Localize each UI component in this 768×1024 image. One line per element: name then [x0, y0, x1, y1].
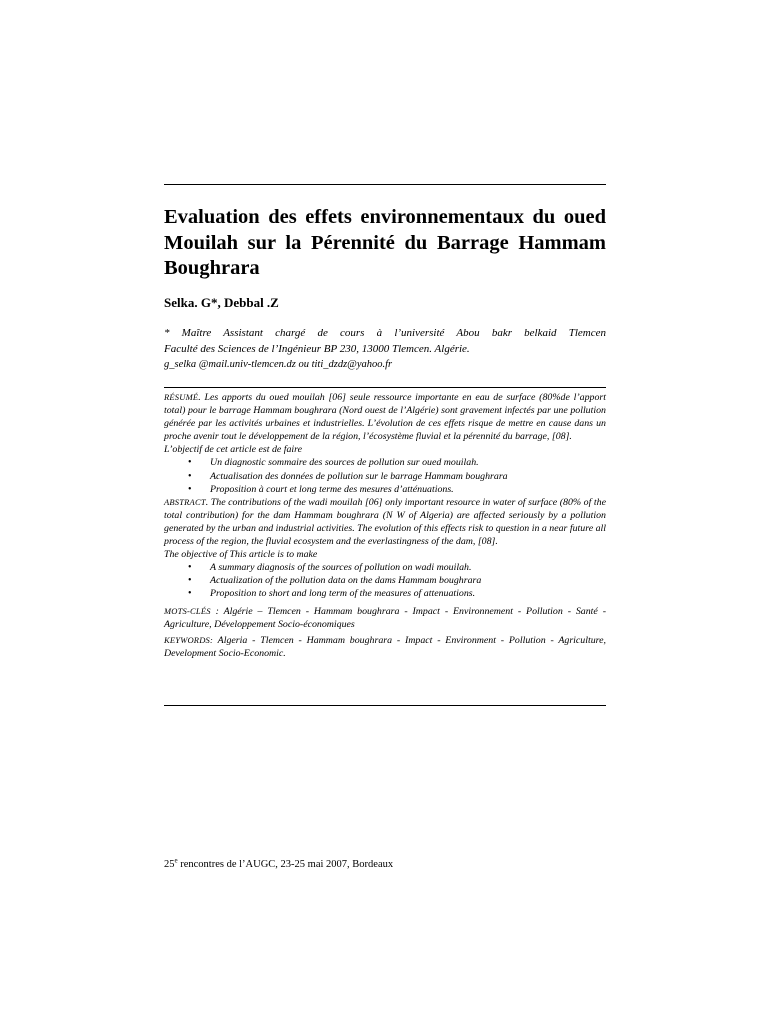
- abstract-bullet: • Proposition to short and long term of the measures of attenuations.: [164, 587, 606, 600]
- abstract-top-rule: [164, 387, 606, 388]
- keywords-label: KEYWORDS:: [164, 634, 214, 645]
- abstract-objective: The objective of This article is to make: [164, 549, 318, 561]
- mots-cles-paragraph: [164, 605, 606, 631]
- mots-cles-text: : Algérie – Tlemcen - Hammam boughrara - Impact - Environnement - Pollution - Santé - Agriculture, Développement Socio-économiques: [164, 605, 606, 630]
- footer-number: 25: [164, 859, 175, 870]
- mots-cles-label: MOTS-CLÉS: [164, 605, 211, 616]
- abstract-block: [164, 391, 606, 660]
- abstract-bullet-list: [164, 561, 606, 600]
- resume-bullet: • Proposition à court et long terme des mesures d’atténuations.: [164, 483, 606, 496]
- abstract-bullet: • A summary diagnosis of the sources of pollution on wadi mouilah.: [164, 561, 606, 574]
- top-rule: [164, 184, 606, 185]
- resume-bullet: • Un diagnostic sommaire des sources de pollution sur oued mouilah.: [164, 456, 606, 469]
- affiliation-line-1: * Maître Assistant chargé de cours à l’université Abou bakr belkaid Tlemcen: [164, 327, 606, 339]
- footer-text: rencontres de l’AUGC, 23-25 mai 2007, Bordeaux: [177, 859, 394, 870]
- authors: Selka. G*, Debbal .Z: [164, 295, 279, 310]
- resume-bullet: • Actualisation des données de pollution sur le barrage Hammam boughrara: [164, 470, 606, 483]
- page-footer: [164, 856, 394, 870]
- footer-superscript: e: [174, 856, 178, 865]
- keywords-paragraph: [164, 634, 606, 660]
- resume-paragraph: [164, 391, 606, 443]
- affiliation: [164, 325, 606, 357]
- abstract-paragraph: [164, 496, 606, 548]
- abstract-bullet: • Actualization of the pollution data on the dams Hammam boughrara: [164, 574, 606, 587]
- paper-title: Evaluation des effets environnementaux du oued Mouilah sur la Pérennité du Barrage Hammam Boughrara: [164, 206, 606, 279]
- abstract-label: ABSTRACT: [164, 496, 206, 507]
- resume-bullet-list: [164, 456, 606, 495]
- author-emails: g_selka @mail.univ-tlemcen.dz ou titi_dzdz@yahoo.fr: [164, 359, 393, 370]
- resume-text: . Les apports du oued mouilah [06] seule ressource importante en eau de surface (80%de l’apport total) pour le barrage Hammam boughrara (Nord ouest de l’Algérie) sont gravement infectés par une pollution générée par les activités urbaines et industrielles. L’évolution de ces effets risque de mettre en cause dans un proche avenir tout le développement de la région, l’écosystème fluvial et la pérennité du barrage, [08].: [164, 392, 606, 443]
- abstract-bottom-rule: [164, 705, 606, 706]
- abstract-text: . The contributions of the wadi mouilah [06] only important resource in water of surface (80% of the total contribution) for the dam Hammam boughrara (N W of Algeria) are affected seriously by a pollution generated by the urban and industrial activities. The evolution of this effects risk to question in a near future all process of the region, the fluvial ecosystem and the everlastingness of the dam, [08].: [164, 496, 606, 548]
- resume-label: RÉSUMÉ: [164, 392, 199, 402]
- affiliation-line-2: Faculté des Sciences de l’Ingénieur BP 230, 13000 Tlemcen. Algérie.: [164, 343, 470, 355]
- resume-objective: L’objectif de cet article est de faire: [164, 444, 303, 456]
- keywords-text: Algeria - Tlemcen - Hammam boughrara - Impact - Environment - Pollution - Agriculture, Development Socio-Economic.: [164, 634, 606, 659]
